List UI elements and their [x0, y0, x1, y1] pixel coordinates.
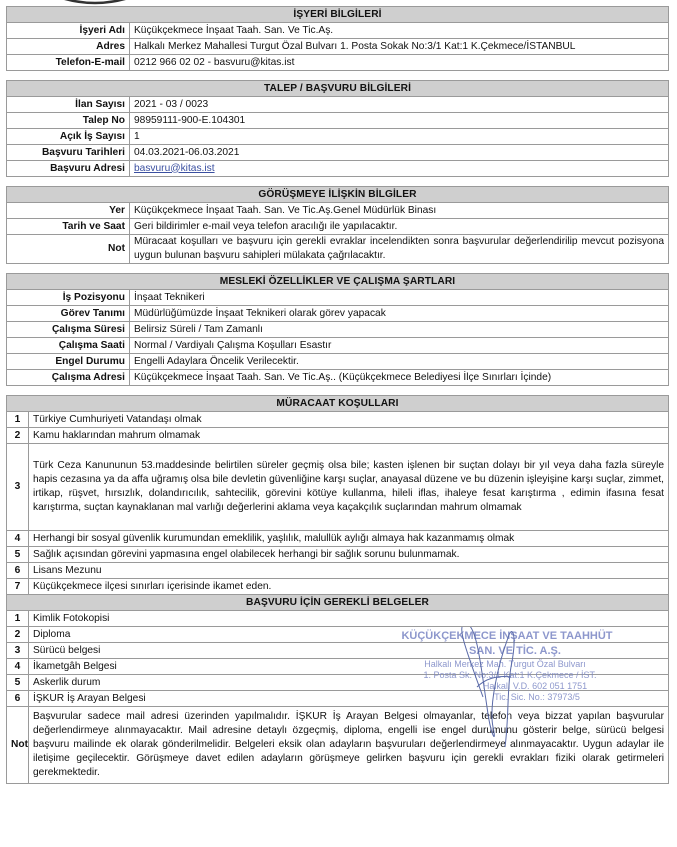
- stamp-line: Tic. Sic. No.: 37973/5: [494, 692, 580, 702]
- item-number: 6: [7, 563, 29, 579]
- stamp-line: Halkalı V.D. 602 051 1751: [482, 681, 588, 691]
- employer-address-row: [7, 39, 669, 55]
- position-row: [7, 290, 669, 306]
- item-number: 6: [7, 691, 29, 707]
- field-label: Açık İş Sayısı: [7, 129, 130, 145]
- application-dates-value: 04.03.2021-06.03.2021: [130, 145, 669, 161]
- list-item: [7, 412, 669, 428]
- work-hours-row: [7, 338, 669, 354]
- stamp-line: 1. Posta Sk. No:3/1 Kat:1 K.Çekmece / İST.: [423, 670, 597, 680]
- application-dates-row: [7, 145, 669, 161]
- conditions-section-title: MÜRACAAT KOŞULLARI: [7, 396, 669, 412]
- field-label: Başvuru Adresi: [7, 161, 130, 177]
- field-label: Yer: [7, 203, 130, 219]
- list-item: [7, 428, 669, 444]
- item-text: Türkiye Cumhuriyeti Vatandaşı olmak: [29, 412, 669, 428]
- item-number: 1: [7, 611, 29, 627]
- interview-place-row: [7, 203, 669, 219]
- request-number-value: 98959111-900-E.104301: [130, 113, 669, 129]
- work-address-row: [7, 370, 669, 386]
- request-number-row: [7, 113, 669, 129]
- field-label: Çalışma Saati: [7, 338, 130, 354]
- item-text: Türk Ceza Kanununun 53.maddesinde belirtilen süreler geçmiş olsa bile; kasten işlenen bir suçtan dolayı bir yıl veya daha fazla süreyle hapis cezasına ya da affa uğramış olsa bile devletin güvenliğine karşı suçlar, anayasal düzene ve bu düzenin işleyişine karşı suçlar, zimmet, irtikap, rüşvet, hırsızlık, dolandırıcılık, sahtecilik, görevini kötüye kullanma, hileli iflas, ihaleye fesat karıştırma , edimin ifasına fesat karıştırma, suçtan kaynaklanan mal varlığı değerlerini aklama veya kaçakçılık suçlarından mahrum olmamak: [29, 444, 669, 531]
- item-number: 1: [7, 412, 29, 428]
- item-number: 5: [7, 547, 29, 563]
- item-number: 2: [7, 428, 29, 444]
- item-number: 3: [7, 444, 29, 531]
- item-number: 7: [7, 579, 29, 595]
- list-item: [7, 563, 669, 579]
- request-section: [6, 80, 669, 177]
- item-text: Sağlık açısından görevini yapmasına engel olabilecek herhangi bir sağlık sorunu bulunmamak.: [29, 547, 669, 563]
- work-hours-value: Normal / Vardiyalı Çalışma Koşulları Esastır: [130, 338, 669, 354]
- item-number: 4: [7, 531, 29, 547]
- interview-note-value: Müracaat koşulları ve başvuru için gerekli evraklar incelendikten sonra başvurular değerlendirilip mevcut pozisyona uygun bulunan başvuru sahipleri mülakata çağrılacaktır.: [130, 235, 669, 264]
- field-label: Çalışma Adresi: [7, 370, 130, 386]
- job-description-row: [7, 306, 669, 322]
- field-label: Tarih ve Saat: [7, 219, 130, 235]
- job-section-title: MESLEKİ ÖZELLİKLER VE ÇALIŞMA ŞARTLARI: [7, 274, 669, 290]
- open-jobs-row: [7, 129, 669, 145]
- item-number: 2: [7, 627, 29, 643]
- interview-section-title: GÖRÜŞMEYE İLİŞKİN BİLGİLER: [7, 187, 669, 203]
- item-text: Askerlik durum: [29, 675, 669, 691]
- job-section: [6, 273, 669, 386]
- interview-section: [6, 186, 669, 264]
- work-duration-row: [7, 322, 669, 338]
- interview-time-value: Geri bildirimler e-mail veya telefon aracılığı ile yapılacaktır.: [130, 219, 669, 235]
- item-text: Lisans Mezunu: [29, 563, 669, 579]
- field-label: Not: [7, 707, 29, 784]
- field-label: İşyeri Adı: [7, 23, 130, 39]
- item-text: İkametgâh Belgesi: [29, 659, 669, 675]
- field-label: Engel Durumu: [7, 354, 130, 370]
- listing-number-value: 2021 - 03 / 0023: [130, 97, 669, 113]
- request-section-title: TALEP / BAŞVURU BİLGİLERİ: [7, 81, 669, 97]
- work-duration-value: Belirsiz Süreli / Tam Zamanlı: [130, 322, 669, 338]
- field-label: Not: [7, 235, 130, 264]
- list-item: [7, 531, 669, 547]
- item-text: Kamu haklarından mahrum olmamak: [29, 428, 669, 444]
- work-address-value: Küçükçekmece İnşaat Taah. San. Ve Tic.Aş.. (Küçükçekmece Belediyesi İlçe Sınırları İçinde): [130, 370, 669, 386]
- list-item: [7, 444, 669, 531]
- list-item: [7, 659, 669, 675]
- employer-name-value: Küçükçekmece İnşaat Taah. San. Ve Tic.Aş.: [130, 23, 669, 39]
- application-address-row: [7, 161, 669, 177]
- stamp-line: Halkalı Merkez Mah. Turgut Özal Bulvarı: [424, 659, 586, 669]
- item-text: Kimlik Fotokopisi: [29, 611, 669, 627]
- job-posting-form: [6, 6, 669, 784]
- list-item: [7, 643, 669, 659]
- disability-value: Engelli Adaylara Öncelik Verilecektir.: [130, 354, 669, 370]
- interview-time-row: [7, 219, 669, 235]
- stamp-line: SAN. VE TİC. A.Ş.: [469, 645, 561, 657]
- documents-section-title: BAŞVURU İÇİN GEREKLİ BELGELER: [7, 595, 669, 611]
- field-label: İlan Sayısı: [7, 97, 130, 113]
- employer-name-row: [7, 23, 669, 39]
- employer-address-value: Halkalı Merkez Mahallesi Turgut Özal Bulvarı 1. Posta Sokak No:3/1 Kat:1 K.Çekmece/İSTANBUL: [130, 39, 669, 55]
- open-jobs-value: 1: [130, 129, 669, 145]
- listing-number-row: [7, 97, 669, 113]
- field-label: Görev Tanımı: [7, 306, 130, 322]
- application-email-link[interactable]: basvuru@kitas.ist: [134, 162, 215, 174]
- item-text: Diploma: [29, 627, 669, 643]
- documents-note-value: Başvurular sadece mail adresi üzerinden yapılmalıdır. İŞKUR İş Arayan Belgesi olmayanlar, telefon veya bizzat yapılan başvurular değerlendirmeye alınmayacaktır. Mail adresine detaylı özgeçmiş, diploma, engelli ise engel durumunu gösterir belge, sürücü belgesi başvuru mailinde ek olarak gönderilmelidir. Belgeleri eksik olan adayların başvuruları değerlendirmeye alınmayacaktır. Uygun adaylar ile iletişime geçilecektir. Görüşmeye davet edilen adayların görüşmeye gelirken başvuru için gerekli evrakları fiziki olarak getirmeleri gerekmektedir.: [29, 707, 669, 784]
- field-label: Talep No: [7, 113, 130, 129]
- field-label: Çalışma Süresi: [7, 322, 130, 338]
- employer-section: [6, 6, 669, 71]
- list-item: [7, 691, 669, 707]
- item-number: 4: [7, 659, 29, 675]
- list-item: [7, 547, 669, 563]
- employer-contact-value: 0212 966 02 02 - basvuru@kitas.ist: [130, 55, 669, 71]
- list-item: [7, 675, 669, 691]
- conditions-section: [6, 395, 669, 784]
- position-value: İnşaat Teknikeri: [130, 290, 669, 306]
- field-label: Adres: [7, 39, 130, 55]
- item-number: 5: [7, 675, 29, 691]
- employer-section-title: İŞYERİ BİLGİLERİ: [7, 7, 669, 23]
- stamp-line: KÜÇÜKÇEKMECE İNŞAAT VE TAAHHÜT: [401, 630, 613, 642]
- list-item: [7, 627, 669, 643]
- field-label: Başvuru Tarihleri: [7, 145, 130, 161]
- item-text: İŞKUR İş Arayan Belgesi: [29, 691, 669, 707]
- item-number: 3: [7, 643, 29, 659]
- list-item: [7, 611, 669, 627]
- documents-note-row: [7, 707, 669, 784]
- interview-note-row: [7, 235, 669, 264]
- item-text: Herhangi bir sosyal güvenlik kurumundan emeklilik, yaşlılık, malullük aylığı almaya hak kazanmamış olmak: [29, 531, 669, 547]
- field-label: Telefon-E-mail: [7, 55, 130, 71]
- disability-row: [7, 354, 669, 370]
- list-item: [7, 579, 669, 595]
- item-text: Küçükçekmece ilçesi sınırları içerisinde ikamet eden.: [29, 579, 669, 595]
- interview-place-value: Küçükçekmece İnşaat Taah. San. Ve Tic.Aş.Genel Müdürlük Binası: [130, 203, 669, 219]
- job-description-value: Müdürlüğümüzde İnşaat Teknikeri olarak görev yapacak: [130, 306, 669, 322]
- field-label: İş Pozisyonu: [7, 290, 130, 306]
- employer-contact-row: [7, 55, 669, 71]
- item-text: Sürücü belgesi: [29, 643, 669, 659]
